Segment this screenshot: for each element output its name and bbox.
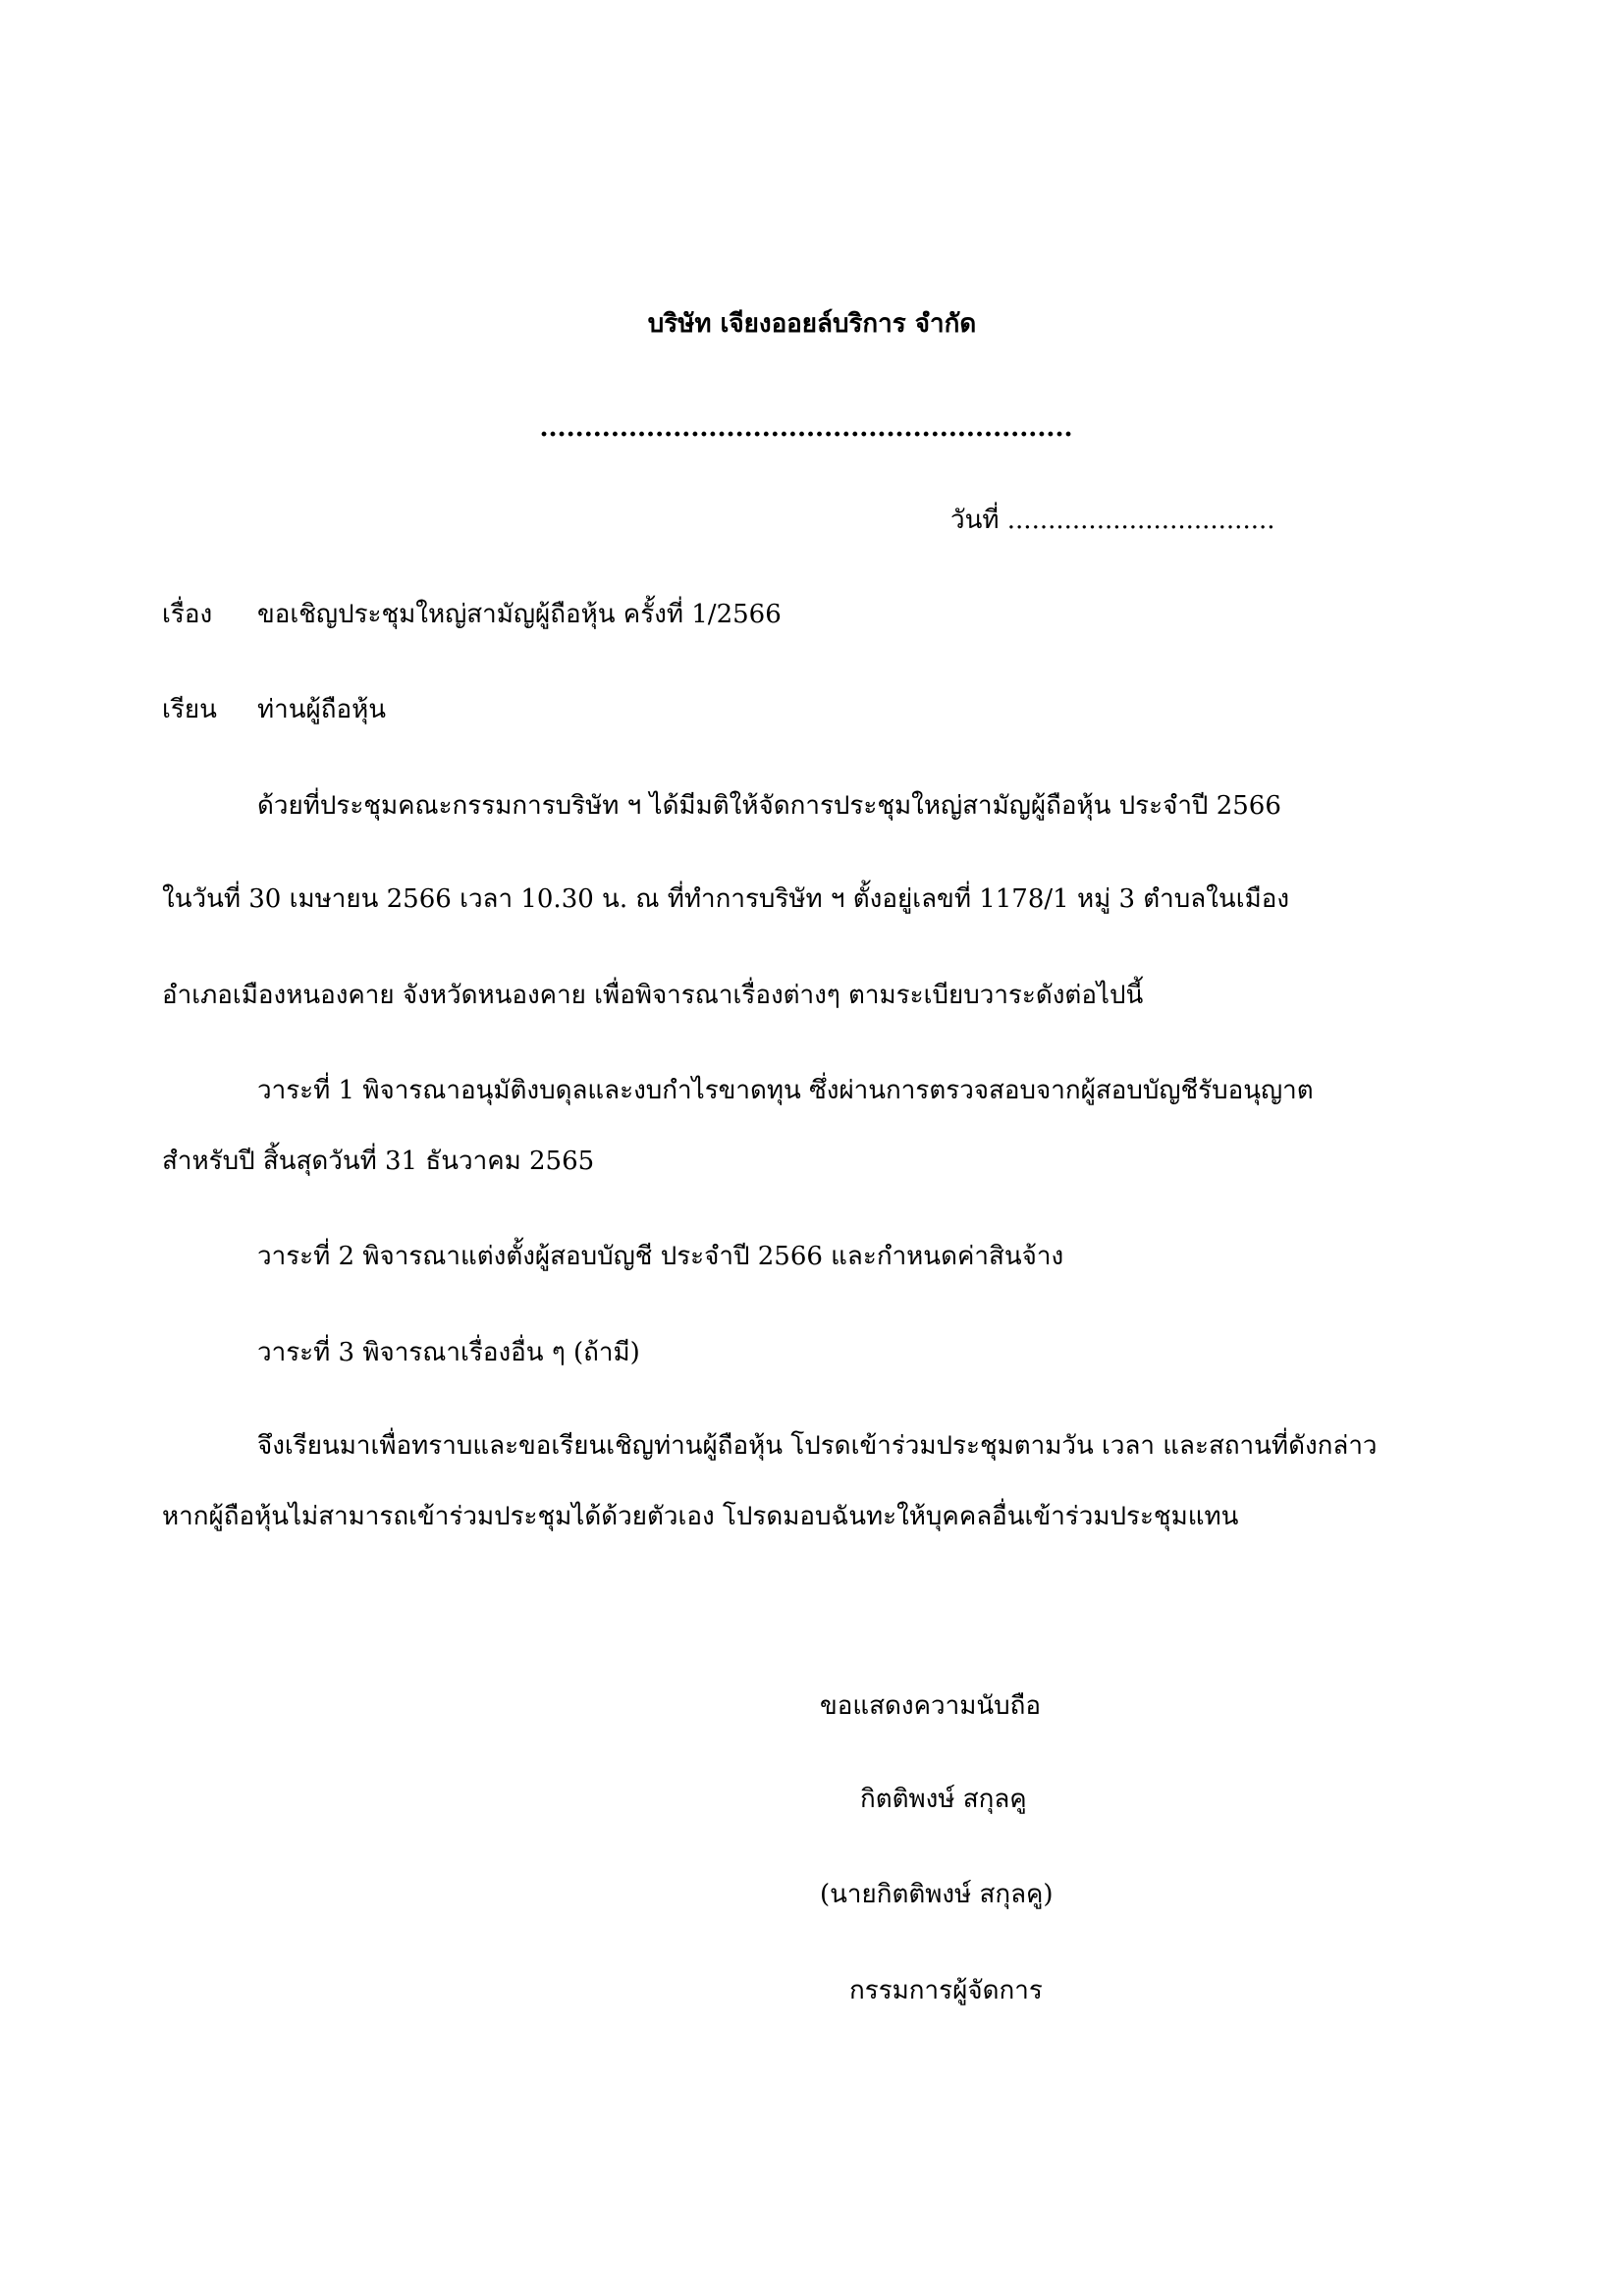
subject-label: เรื่อง [162,600,213,629]
recipient-label: เรียน [162,695,217,724]
paragraph-1-line-2: ในวันที่ 30 เมษายน 2566 เวลา 10.30 น. ณ ที่ทำการบริษัท ฯ ตั้งอยู่เลขที่ 1178/1 หมู่ 3 ตำบลในเมือง [162,884,1290,914]
signature-signed-name: กิตติพงษ์ สกุลคู [860,1785,1027,1814]
agenda-1-line-1: วาระที่ 1 พิจารณาอนุมัติงบดุลและงบกำไรขาดทุน ซึ่งผ่านการตรวจสอบจากผู้สอบบัญชีรับอนุญาต [257,1076,1314,1105]
closing-line-2: หากผู้ถือหุ้นไม่สามารถเข้าร่วมประชุมได้ด้วยตัวเอง โปรดมอบฉันทะให้บุคคลอื่นเข้าร่วมประชุมแทน [162,1502,1239,1531]
company-name: บริษัท เจียงออยล์บริการ จำกัด [647,309,977,339]
agenda-2: วาระที่ 2 พิจารณาแต่งตั้งผู้สอบบัญชี ประจำปี 2566 และกำหนดค่าสินจ้าง [257,1242,1064,1271]
closing-line-1: จึงเรียนมาเพื่อทราบและขอเรียนเชิญท่านผู้ถือหุ้น โปรดเข้าร่วมประชุมตามวัน เวลา และสถานที่ดังกล่าว [257,1431,1378,1461]
agenda-3: วาระที่ 3 พิจารณาเรื่องอื่น ๆ (ถ้ามี) [257,1338,640,1367]
date-line: วันที่ ................................. [950,506,1275,535]
paragraph-1-line-3: อำเภอเมืองหนองคาย จังหวัดหนองคาย เพื่อพิจารณาเรื่องต่างๆ ตามระเบียบวาระดังต่อไปนี้ [162,981,1144,1010]
subject-text: ขอเชิญประชุมใหญ่สามัญผู้ถือหุ้น ครั้งที่ 1/2566 [257,600,782,629]
dotted-line: ............................................................ [539,413,1073,443]
signature-position: กรรมการผู้จัดการ [849,1976,1043,2005]
signature-regards: ขอแสดงความนับถือ [820,1691,1041,1721]
signature-full-name: (นายกิตติพงษ์ สกุลคู) [820,1880,1054,1909]
recipient-text: ท่านผู้ถือหุ้น [257,695,387,724]
paragraph-1-line-1: ด้วยที่ประชุมคณะกรรมการบริษัท ฯ ได้มีมติให้จัดการประชุมใหญ่สามัญผู้ถือหุ้น ประจำปี 2566 [257,791,1281,821]
agenda-1-line-2: สำหรับปี สิ้นสุดวันที่ 31 ธันวาคม 2565 [162,1147,595,1176]
